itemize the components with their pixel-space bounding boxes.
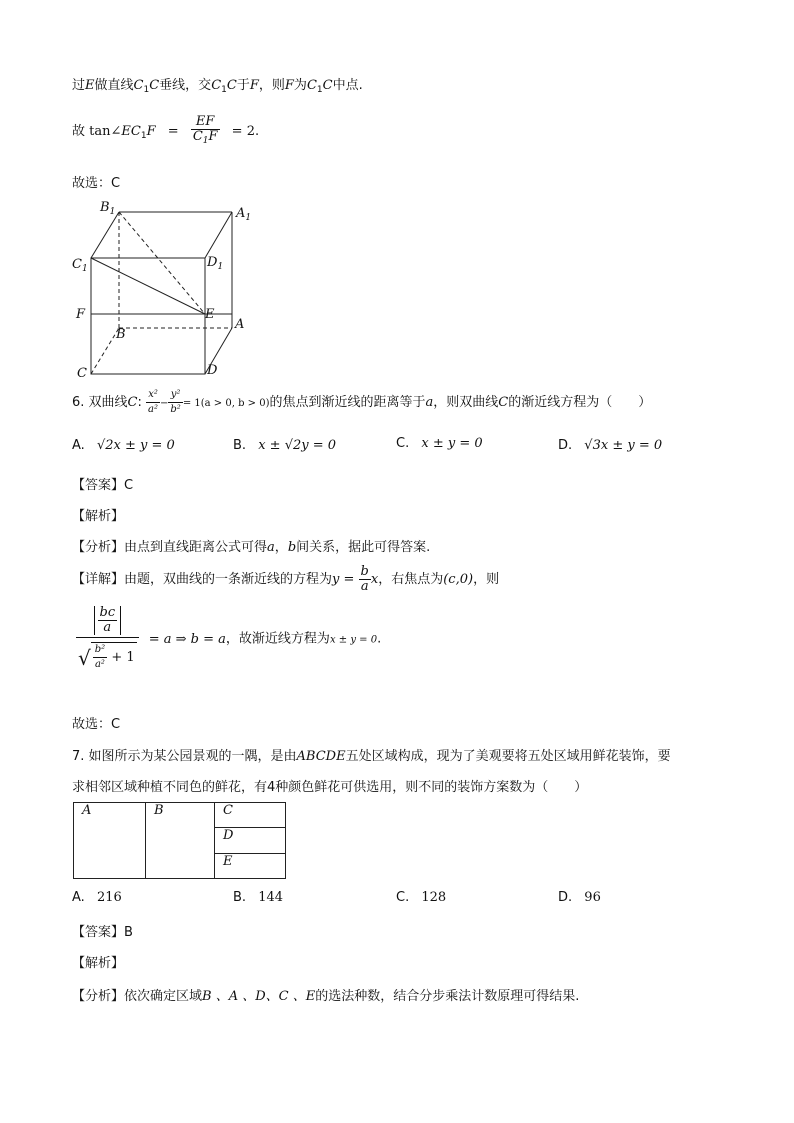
text: 的焦点到渐近线的距离等于 xyxy=(269,395,426,410)
math-var: b xyxy=(287,540,297,555)
minus: − xyxy=(160,398,169,409)
math-var: C xyxy=(127,395,138,410)
text: . xyxy=(377,631,382,647)
hidden-c-b xyxy=(91,328,119,374)
region-diagram xyxy=(73,802,286,879)
fraction-ef-c1f xyxy=(191,115,220,148)
q6-option-c xyxy=(396,436,483,451)
label-a: A xyxy=(235,317,245,332)
edge-d1-a1 xyxy=(205,212,232,258)
distance-denominator xyxy=(76,638,139,672)
text: ，右焦点为 xyxy=(378,572,444,587)
label-d: D xyxy=(207,363,218,378)
fraction-bc-a xyxy=(98,606,118,635)
text: ，则 xyxy=(258,78,285,93)
intro-line-1 xyxy=(72,74,363,95)
sqrt-content xyxy=(91,642,137,672)
math-var: C xyxy=(226,78,237,93)
subscript: 1 xyxy=(140,131,147,141)
math-expr: = a ⇒ b = a xyxy=(148,631,226,647)
math-var: C xyxy=(322,78,333,93)
subscript: 1 xyxy=(143,85,150,95)
region-a: A xyxy=(74,803,146,879)
option-label: C. xyxy=(396,890,410,905)
option-text: 128 xyxy=(421,890,447,905)
text: : xyxy=(137,395,142,410)
answer-tag: 【答案】 xyxy=(72,925,125,940)
fraction-y2-b2 xyxy=(168,388,182,417)
math-expr: x ± y = 0 xyxy=(329,634,378,646)
label-c1: $C_1$ xyxy=(72,257,88,274)
fraction-x2-a2 xyxy=(146,388,160,417)
math-var: F xyxy=(208,129,218,144)
q7-option-d xyxy=(558,890,601,905)
label-e: E xyxy=(205,307,215,322)
subscript: 1 xyxy=(202,136,209,146)
q7-fenxi xyxy=(72,985,579,1004)
cube-figure xyxy=(70,196,260,382)
text: ，故渐近线方程为 xyxy=(225,631,330,647)
math-var: C xyxy=(133,78,144,93)
text: 为 xyxy=(293,78,307,93)
region-e: E xyxy=(215,853,286,878)
math-func: tan xyxy=(89,124,111,139)
numerator: b² xyxy=(93,643,107,658)
q7-analysis-tag: 【解析】 xyxy=(72,956,125,971)
text: . xyxy=(254,124,260,139)
q7-stem-line-2: 求相邻区域种植不同色的鲜花，有4种颜色鲜花可供选用，则不同的装饰方案数为（ ） xyxy=(72,780,588,795)
q6-analysis-tag: 【解析】 xyxy=(72,509,125,524)
text: ，则双曲线 xyxy=(433,395,499,410)
q6-option-b xyxy=(233,438,336,453)
math-var: C xyxy=(149,78,160,93)
option-text: x ± y = 0 xyxy=(421,436,483,451)
q6-option-a xyxy=(72,438,175,453)
fraction-b-a xyxy=(359,565,371,594)
q6-xiangjie xyxy=(72,564,499,596)
subscript: 1 xyxy=(316,85,323,95)
math-var: ABCDE xyxy=(296,749,346,764)
q7-stem-line-1 xyxy=(72,745,671,764)
equals: = xyxy=(167,124,179,139)
label-f: F xyxy=(76,307,86,322)
denominator: a² xyxy=(148,404,159,415)
condition: = 1(a > 0, b > 0) xyxy=(182,398,270,409)
text: 7. 如图所示为某公园景观的一隅，是由 xyxy=(72,749,297,764)
text: 间关系，据此可得答案. xyxy=(296,540,431,555)
text: ， xyxy=(274,540,288,555)
label-a1: $A_1$ xyxy=(236,206,252,223)
xiangjie-tag: 【详解】 xyxy=(72,572,125,587)
text: 的渐近线方程为（ ） xyxy=(508,395,652,410)
q6-choice: 故选：C xyxy=(72,717,121,732)
numerator: b xyxy=(360,564,369,579)
math-var: F xyxy=(146,124,156,139)
segment-b1e xyxy=(119,212,205,314)
text: 于 xyxy=(236,78,250,93)
distance-numerator xyxy=(76,606,139,638)
q7-option-a xyxy=(72,890,122,905)
fraction-b2-a2 xyxy=(93,643,107,672)
denominator: a xyxy=(360,579,369,594)
option-label: A. xyxy=(72,438,85,453)
q6-fenxi xyxy=(72,536,430,555)
q7-option-b xyxy=(233,890,283,905)
answer-value: C xyxy=(124,478,134,493)
q7-option-c xyxy=(396,890,446,905)
answer-value: B xyxy=(124,925,133,940)
text: 垂线，交 xyxy=(159,78,212,93)
option-label: B. xyxy=(233,890,247,905)
math-var: x xyxy=(370,572,379,587)
q7-answer xyxy=(72,921,133,940)
text: 过 xyxy=(72,78,86,93)
option-text: 144 xyxy=(258,890,284,905)
q6-calc xyxy=(76,606,381,672)
text: 做直线 xyxy=(94,78,134,93)
option-text: √2x ± y = 0 xyxy=(96,438,175,453)
front-face xyxy=(91,258,205,374)
math-seq: B 、A 、D、C 、E xyxy=(202,989,316,1004)
edge-c1-b1 xyxy=(91,212,119,258)
text: 中点. xyxy=(332,78,363,93)
math-var: a xyxy=(425,395,434,410)
distance-fraction xyxy=(76,606,139,672)
label-b1: $B_1$ xyxy=(100,200,116,217)
label-d1: $D_1$ xyxy=(207,255,224,272)
sqrt-icon: √ xyxy=(78,646,91,670)
region-c: C xyxy=(215,803,286,828)
math-var: C xyxy=(211,78,222,93)
text: 故 xyxy=(72,124,86,139)
numerator: bc xyxy=(99,605,116,620)
numerator: EF xyxy=(191,115,220,130)
option-label: D. xyxy=(558,438,573,453)
math-var: C xyxy=(192,129,203,144)
math-var: F xyxy=(284,78,294,93)
math-var: C xyxy=(306,78,317,93)
text: 五处区域构成，现为了美观要将五处区域用鲜花装饰，要 xyxy=(345,749,671,764)
option-text: x ± √2y = 0 xyxy=(258,438,337,453)
text: 6. 双曲线 xyxy=(72,395,128,410)
fenxi-tag: 【分析】 xyxy=(72,540,125,555)
option-label: A. xyxy=(72,890,85,905)
fenxi-tag: 【分析】 xyxy=(72,989,125,1004)
q6-answer xyxy=(72,474,133,493)
abs-value xyxy=(94,606,122,635)
result: = 2 xyxy=(231,124,255,139)
math-expr: y = xyxy=(332,572,355,587)
option-text: √3x ± y = 0 xyxy=(584,438,663,453)
label-c: C xyxy=(77,366,87,381)
math-expr: ∠EC xyxy=(110,124,141,139)
plus-one: + 1 xyxy=(111,650,135,665)
denominator: b² xyxy=(170,404,181,415)
q6-stem xyxy=(72,388,651,418)
subscript: 1 xyxy=(221,85,227,95)
text: 由题，双曲线的一条渐近线的方程为 xyxy=(124,572,333,587)
numerator: x² xyxy=(146,388,160,403)
math-var: E xyxy=(85,78,95,93)
math-var: a xyxy=(267,540,275,555)
denominator: a xyxy=(103,620,112,635)
q6-option-d xyxy=(558,438,662,453)
text: 依次确定区域 xyxy=(124,989,203,1004)
option-label: B. xyxy=(233,438,247,453)
text: 的选法种数，结合分步乘法计数原理可得结果. xyxy=(315,989,580,1004)
label-b: B xyxy=(116,327,126,342)
answer-tag: 【答案】 xyxy=(72,478,125,493)
region-d: D xyxy=(215,828,286,853)
math-var: C xyxy=(498,395,509,410)
intro-line-2 xyxy=(72,115,259,148)
math-var: F xyxy=(249,78,259,93)
segment-c1e xyxy=(91,258,205,314)
option-label: D. xyxy=(558,890,573,905)
option-text: 216 xyxy=(96,890,122,905)
choice-line: 故选：C xyxy=(72,176,121,191)
option-label: C. xyxy=(396,436,410,451)
text: 由点到直线距离公式可得 xyxy=(124,540,268,555)
region-b: B xyxy=(146,803,215,879)
numerator: y² xyxy=(168,388,182,403)
math-expr: (c,0) xyxy=(443,572,474,587)
denominator: a² xyxy=(94,659,105,670)
option-text: 96 xyxy=(584,890,601,905)
text: ，则 xyxy=(473,572,500,587)
